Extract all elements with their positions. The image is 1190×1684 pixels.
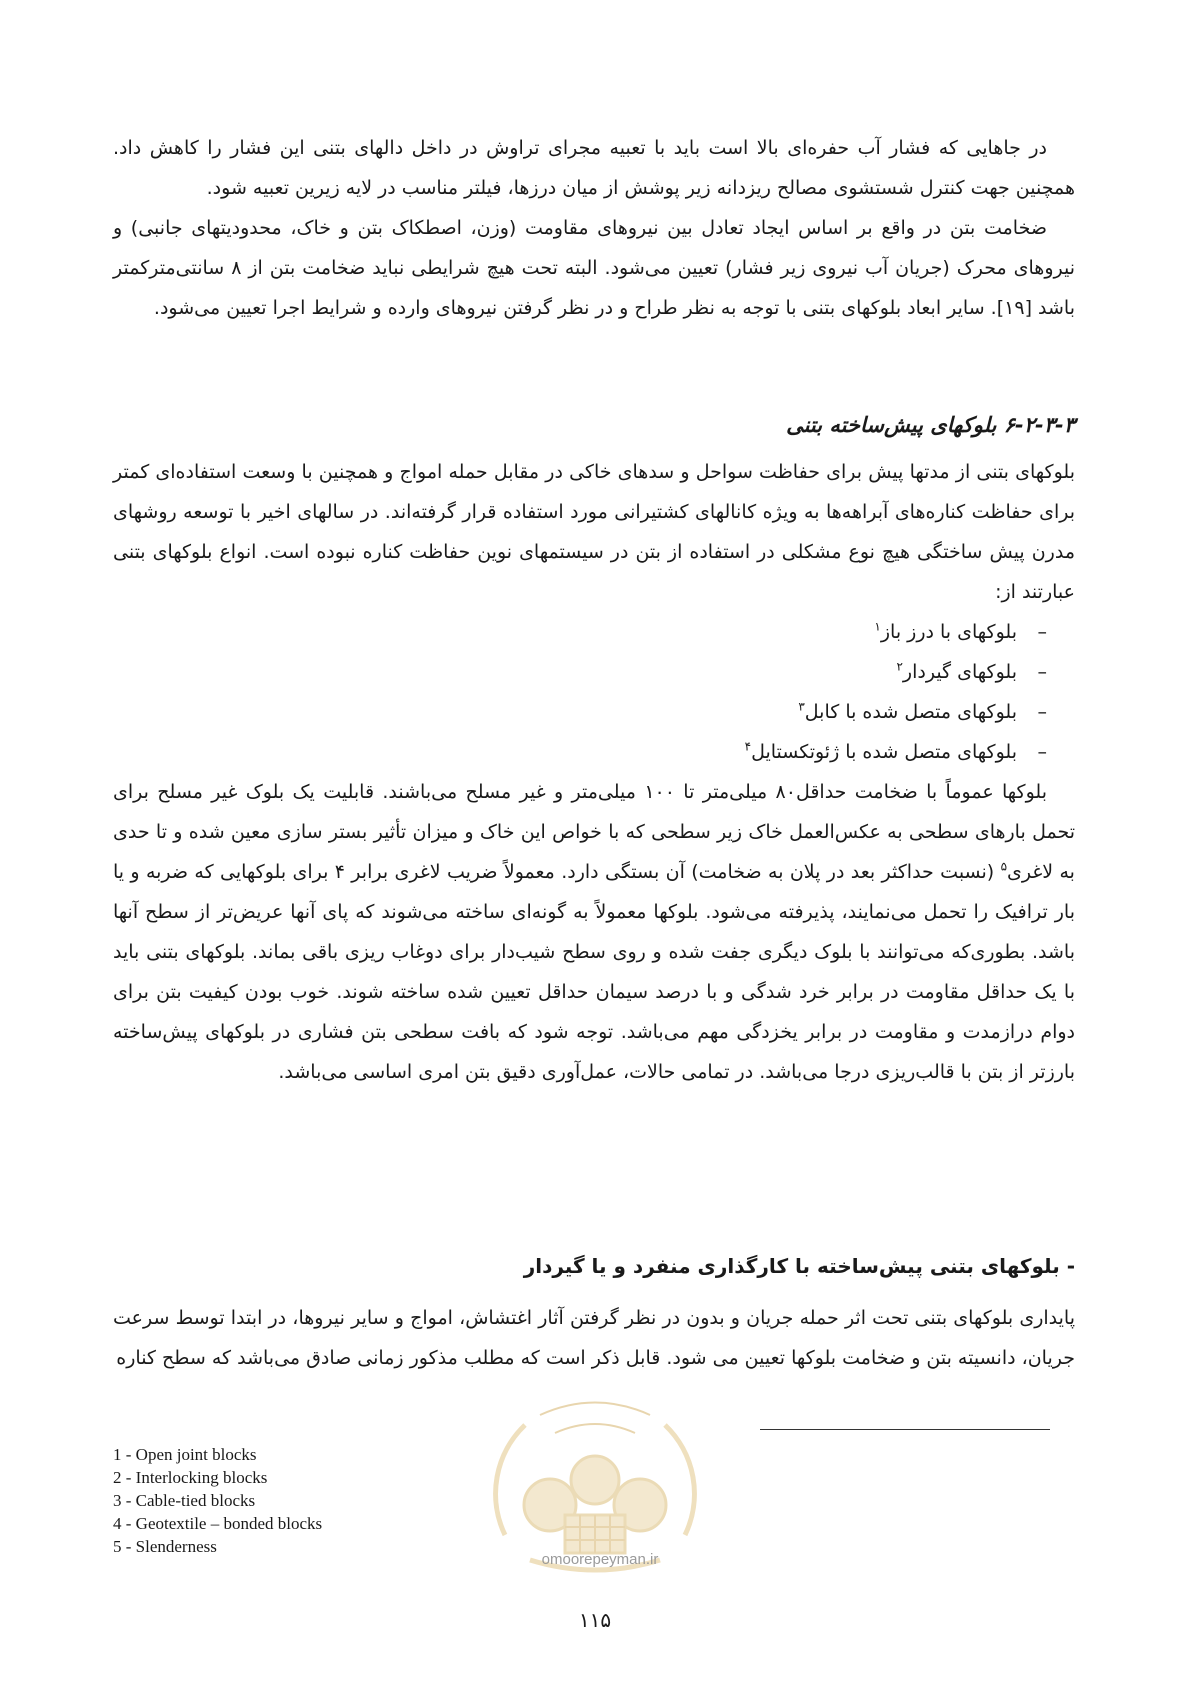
section-intro: بلوکهای بتنی از مدتها پیش برای حفاظت سواحل و سدهای خاکی در مقابل حمله امواج و همچنین با وسعت استفاده‌ای کمتر برای حفاظت کناره‌های آبراهه‌ها به ویژه کانالهای کشتیرانی مورد استفاده قرار گرفته‌اند. در سالهای اخیر با توسعه روشهای مدرن پیش ساختگی هیچ نوع مشکلی در استفاده از بتن در سیستمهای نوین حفاظت کناره نبوده است. انواع بلوکهای بتنی عبارتند از: [113, 461, 1075, 603]
footnote-ref: ۵ [1000, 859, 1008, 874]
footnote-divider [760, 1429, 1050, 1430]
paragraph-stability: پایداری بلوکهای بتنی تحت اثر حمله جریان و بدون در نظر گرفتن آثار اغتشاش، امواج و سایر نیروها، در ابتدا توسط سرعت جریان، دانسیته بتن و ضخامت بلوکها تعیین می شود. قابل ذکر است که مطلب مذکور زمانی صادق می‌باشد که سطح کناره [113, 1307, 1075, 1369]
list-dash: – [1037, 661, 1047, 683]
paragraph-part: (نسبت حداکثر بعد در پلان به ضخامت) آن بستگی دارد. معمولاً ضریب لاغری برابر ۴ برای بلوکهایی که ضربه و یا بار ترافیک را تحمل می‌نمایند، پذیرفته می‌شود. بلوکها معمولاً به گونه‌ای ساخته می‌شوند که پای آنها عریض‌تر از سطح آنها باشد. بطوری‌که می‌توانند با بلوک دیگری جفت شده و روی سطح شیب‌دار برای دوغاب ریزی باقی بماند. بلوکهای بتنی باید با یک حداقل مقاومت در برابر خرد شدگی و با درصد سیمان حداقل تعیین شده ساخته شوند. خوب بودن کیفیت بتن برای دوام درازمدت و مقاومت در برابر یخزدگی مهم می‌باشد. توجه شود که بافت سطحی بتن فشاری در بلوکهای پیش‌ساخته بارزتر از بتن با قالب‌ریزی درجا می‌باشد. در تمامی حالات، عمل‌آوری دقیق بتن امری اساسی می‌باشد. [113, 861, 1075, 1083]
list-item [113, 652, 1047, 692]
section-heading: ۶-۲-۳-۳ بلوکهای پیش‌ساخته بتنی [786, 413, 1075, 437]
list-item [113, 692, 1047, 732]
list-dash: – [1037, 701, 1047, 723]
subsection-heading: - بلوکهای بتنی پیش‌ساخته با کارگذاری منفرد و یا گیردار [523, 1254, 1075, 1278]
paragraph-part: بلوکها عموماً با ضخامت حداقل۸۰ میلی‌متر تا ۱۰۰ میلی‌متر و غیر مسلح می‌باشند. قابلیت یک بلوک غیر مسلح برای تحمل بارهای سطحی به عکس‌العمل خاک زیر سطحی که با خواص این خاک و میزان تأثیر بستر سازی معین شده و تا حدی به لاغری [113, 781, 1075, 883]
watermark-seal-icon [485, 1385, 705, 1575]
footnote: 2 - Interlocking blocks [113, 1468, 268, 1487]
footnote-ref: ۴ [744, 739, 752, 754]
list-item-text: بلوکهای متصل شده با ژئوتکستایل [751, 741, 1017, 763]
list-dash: – [1037, 621, 1047, 643]
block-types-list [113, 612, 1075, 772]
footnote-ref: ۳ [798, 699, 805, 714]
section-body [113, 452, 1075, 1092]
list-item [113, 612, 1047, 652]
footnote: 1 - Open joint blocks [113, 1445, 257, 1464]
footnote-ref: ۲ [896, 659, 903, 674]
list-item-text: بلوکهای گیردار [902, 661, 1017, 683]
paragraph-filter: در جاهایی که فشار آب حفره‌ای بالا است باید با تعبیه مجرای تراوش در داخل دالهای بتنی این فشار را کاهش داد. همچنین جهت کنترل شستشوی مصالح ریزدانه زیر پوشش از میان درزها، فیلتر مناسب در لایه زیرین تعبیه شود. [113, 137, 1075, 199]
list-item-text: بلوکهای با درز باز [880, 621, 1017, 643]
list-dash: – [1037, 741, 1047, 763]
paragraph-slenderness [113, 772, 1075, 1092]
footnote: 3 - Cable-tied blocks [113, 1491, 256, 1510]
footnote-ref: ۱ [874, 619, 881, 634]
watermark-text: omoorepeyman.ir [541, 1551, 659, 1568]
list-item [113, 732, 1047, 772]
footnotes [113, 1443, 533, 1558]
list-item-text: بلوکهای متصل شده با کابل [804, 701, 1017, 723]
page-number: ۱۱۵ [578, 1608, 612, 1632]
intro-paragraphs [113, 128, 1075, 328]
footnote: 5 - Slenderness [113, 1537, 217, 1556]
paragraph-thickness: ضخامت بتن در واقع بر اساس ایجاد تعادل بین نیروهای مقاومت (وزن، اصطکاک بتن و خاک، محدودیتهای جانبی) و نیروهای محرک (جریان آب نیروی زیر فشار) تعیین می‌شود. البته تحت هیچ شرایطی نباید ضخامت بتن از ۸ سانتی‌مترکمتر باشد [۱۹]. سایر ابعاد بلوکهای بتنی با توجه به نظر طراح و در نظر گرفتن نیروهای وارده و شرایط اجرا تعیین می‌شود. [113, 217, 1075, 319]
footnote: 4 - Geotextile – bonded blocks [113, 1514, 323, 1533]
subsection-body [113, 1298, 1075, 1378]
